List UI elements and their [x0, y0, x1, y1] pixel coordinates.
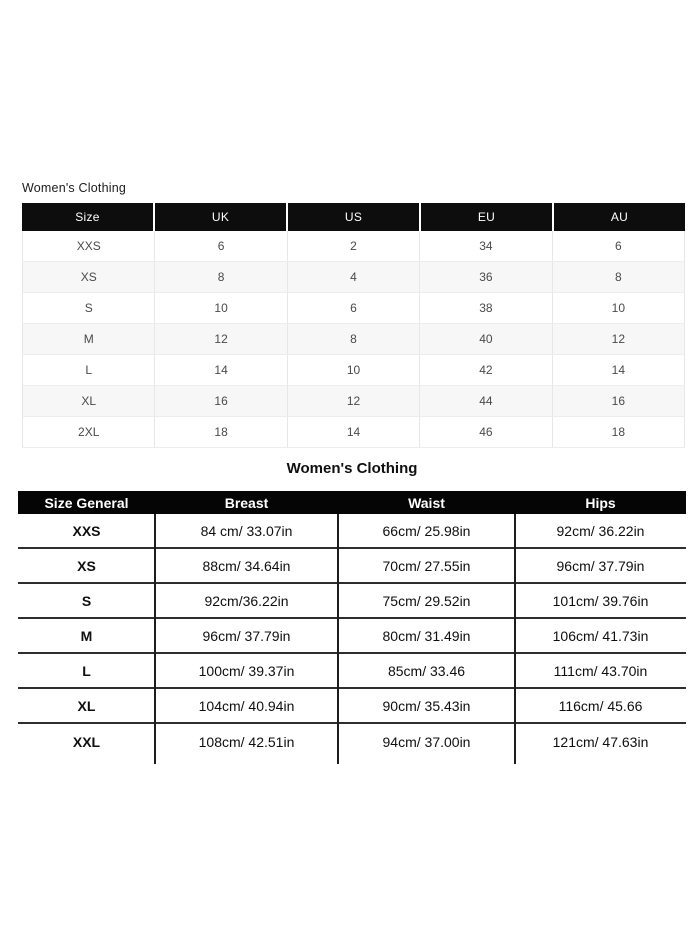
table1-header-row: [22, 203, 685, 231]
cell-uk: 12: [155, 324, 287, 354]
table-row: [22, 293, 685, 324]
table-row: [22, 355, 685, 386]
table1-title: Women's Clothing: [22, 181, 127, 195]
cell-waist: 75cm/ 29.52in: [382, 592, 471, 609]
cell-eu: 44: [420, 386, 552, 416]
cell-au: 10: [553, 293, 685, 323]
cell-size: XXS: [72, 522, 101, 539]
cell-size: XXS: [22, 231, 155, 261]
cell-breast: 92cm/36.22in: [204, 592, 289, 609]
cell-breast: 88cm/ 34.64in: [202, 557, 291, 574]
cell-us: 2: [288, 231, 420, 261]
cell-au: 6: [553, 231, 685, 261]
column-header-waist: Waist: [408, 494, 445, 511]
column-header-eu: EU: [421, 203, 552, 231]
table-row: [22, 417, 685, 448]
cell-uk: 16: [155, 386, 287, 416]
table-row: [18, 619, 686, 654]
cell-us: 12: [288, 386, 420, 416]
table-row: [18, 654, 686, 689]
cell-hips: 116cm/ 45.66: [558, 697, 643, 714]
table-row: [18, 549, 686, 584]
table2-title: Women's Clothing: [286, 460, 418, 477]
cell-us: 8: [288, 324, 420, 354]
cell-size: M: [80, 627, 93, 644]
cell-waist: 85cm/ 33.46: [387, 662, 466, 679]
cell-eu: 42: [420, 355, 552, 385]
cell-au: 16: [553, 386, 685, 416]
table-row: [18, 514, 686, 549]
cell-au: 14: [553, 355, 685, 385]
cell-hips: 101cm/ 39.76in: [552, 592, 649, 609]
cell-size: XL: [77, 697, 96, 714]
cell-au: 18: [553, 417, 685, 447]
cell-us: 4: [288, 262, 420, 292]
table-row: [22, 386, 685, 417]
cell-au: 12: [553, 324, 685, 354]
cell-size: XXL: [72, 733, 101, 750]
cell-breast: 96cm/ 37.79in: [202, 627, 291, 644]
column-header-au: AU: [554, 203, 685, 231]
cell-size: 2XL: [22, 417, 155, 447]
cell-breast: 108cm/ 42.51in: [198, 733, 295, 750]
cell-uk: 18: [155, 417, 287, 447]
cell-hips: 96cm/ 37.79in: [556, 557, 645, 574]
cell-breast: 104cm/ 40.94in: [198, 697, 295, 714]
cell-size: XL: [22, 386, 155, 416]
column-header-us: US: [288, 203, 419, 231]
cell-size: L: [22, 355, 155, 385]
cell-waist: 66cm/ 25.98in: [382, 522, 471, 539]
measurement-table: [18, 491, 686, 759]
cell-size: XS: [22, 262, 155, 292]
cell-au: 8: [553, 262, 685, 292]
cell-waist: 80cm/ 31.49in: [382, 627, 471, 644]
table-row: [18, 724, 686, 759]
cell-eu: 46: [420, 417, 552, 447]
table2-header-row: [18, 491, 686, 514]
cell-hips: 106cm/ 41.73in: [552, 627, 649, 644]
cell-size: S: [22, 293, 155, 323]
cell-waist: 90cm/ 35.43in: [382, 697, 471, 714]
cell-us: 14: [288, 417, 420, 447]
cell-hips: 111cm/ 43.70in: [553, 662, 648, 679]
cell-uk: 14: [155, 355, 287, 385]
cell-uk: 10: [155, 293, 287, 323]
cell-eu: 38: [420, 293, 552, 323]
cell-us: 10: [288, 355, 420, 385]
cell-eu: 40: [420, 324, 552, 354]
table-row: [22, 231, 685, 262]
cell-hips: 92cm/ 36.22in: [556, 522, 645, 539]
cell-waist: 70cm/ 27.55in: [382, 557, 471, 574]
column-header-size-general: Size General: [44, 494, 129, 511]
column-divider: [154, 514, 156, 764]
cell-breast: 84 cm/ 33.07in: [200, 522, 293, 539]
cell-eu: 36: [420, 262, 552, 292]
column-header-hips: Hips: [585, 494, 616, 511]
cell-us: 6: [288, 293, 420, 323]
table-row: [18, 584, 686, 619]
table-row: [22, 324, 685, 355]
cell-eu: 34: [420, 231, 552, 261]
table-row: [18, 689, 686, 724]
size-conversion-table: [22, 203, 685, 448]
cell-uk: 6: [155, 231, 287, 261]
cell-size: XS: [77, 557, 96, 574]
column-header-size: Size: [22, 203, 153, 231]
cell-waist: 94cm/ 37.00in: [382, 733, 471, 750]
column-header-breast: Breast: [224, 494, 269, 511]
cell-size: L: [82, 662, 91, 679]
table-row: [22, 262, 685, 293]
column-divider: [514, 514, 516, 764]
column-header-uk: UK: [155, 203, 286, 231]
column-divider: [337, 514, 339, 764]
cell-breast: 100cm/ 39.37in: [198, 662, 295, 679]
cell-uk: 8: [155, 262, 287, 292]
cell-size: S: [81, 592, 92, 609]
cell-hips: 121cm/ 47.63in: [552, 733, 649, 750]
cell-size: M: [22, 324, 155, 354]
